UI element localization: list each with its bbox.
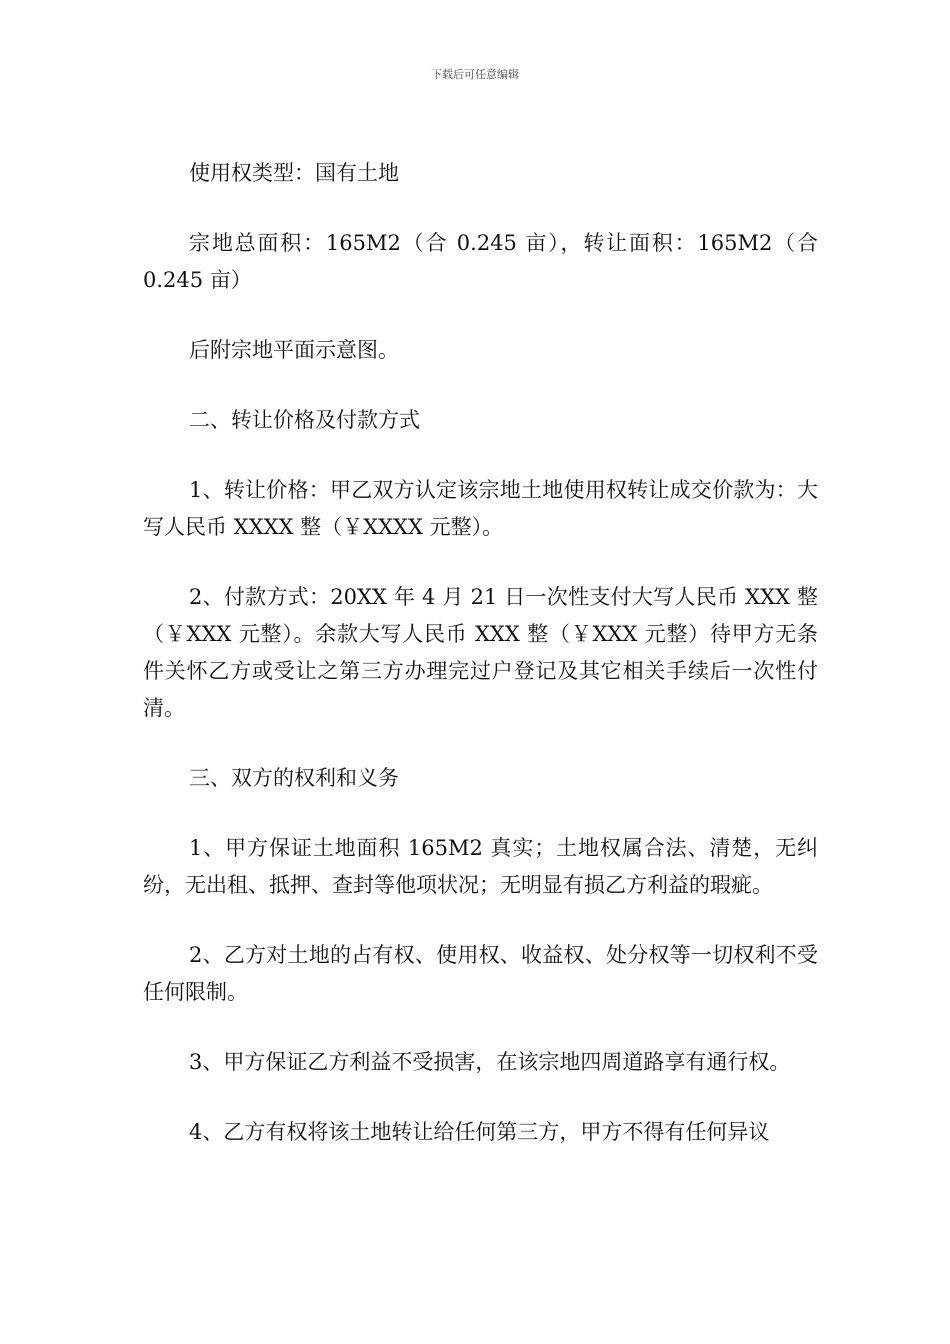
paragraph-land-area: 宗地总面积：165M2（合 0.245 亩），转让面积：165M2（合 0.245 亩） [143, 231, 818, 292]
page-header: 下载后可任意编辑 [431, 68, 519, 81]
section-heading-rights-obligations: 三、双方的权利和义务 [189, 766, 399, 790]
paragraph-obligation-3: 3、甲方保证乙方利益不受损害，在该宗地四周道路享有通行权。 [189, 1050, 791, 1074]
paragraph-obligation-2: 2、乙方对土地的占有权、使用权、收益权、处分权等一切权利不受任何限制。 [143, 943, 818, 1004]
paragraph-obligation-4: 4、乙方有权将该土地转让给任何第三方，甲方不得有任何异议 [189, 1120, 770, 1144]
paragraph-transfer-price: 1、转让价格：甲乙双方认定该宗地土地使用权转让成交价款为：大写人民币 XXXX 整（￥XXXX 元整）。 [143, 478, 818, 539]
document-body [143, 155, 818, 1184]
paragraph-land-use-type: 使用权类型：国有土地 [189, 161, 399, 185]
paragraph-obligation-1: 1、甲方保证土地面积 165M2 真实；土地权属合法、清楚，无纠纷，无出租、抵押、查封等他项状况；无明显有损乙方利益的瑕疵。 [143, 836, 818, 897]
paragraph-payment-method: 2、付款方式：20XX 年 4 月 21 日一次性支付大写人民币 XXX 整（￥XXX 元整）。余款大写人民币 XXX 整（￥XXX 元整）待甲方无条件关怀乙方或受让之第三方办理完过户登记及其它相关手续后一次性付清。 [143, 585, 818, 720]
paragraph-attached-plan: 后附宗地平面示意图。 [189, 338, 399, 362]
section-heading-price-payment: 二、转让价格及付款方式 [189, 408, 420, 432]
